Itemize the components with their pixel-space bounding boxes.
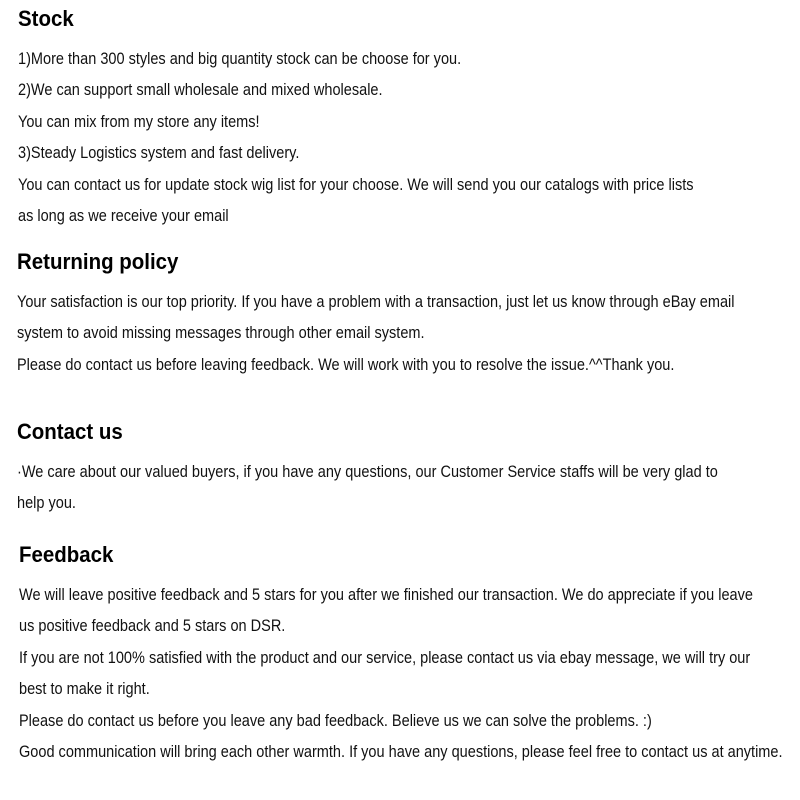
stock-line-6: as long as we receive your email (18, 207, 229, 225)
feedback-line-2: us positive feedback and 5 stars on DSR. (19, 617, 286, 635)
stock-heading: Stock (18, 6, 74, 31)
feedback-heading: Feedback (19, 542, 114, 567)
stock-line-3: You can mix from my store any items! (18, 113, 260, 131)
returning-policy-heading: Returning policy (17, 249, 179, 274)
returning-line-2: system to avoid missing messages through other email system. (17, 324, 425, 342)
contact-line-1: ·We care about our valued buyers, if you have any questions, our Customer Service staffs will be very glad to (17, 463, 718, 481)
stock-line-2: 2)We can support small wholesale and mixed wholesale. (18, 81, 383, 99)
feedback-line-6: Good communication will bring each other warmth. If you have any questions, please feel free to contact us at anytime. (19, 743, 783, 761)
stock-line-1: 1)More than 300 styles and big quantity stock can be choose for you. (18, 50, 462, 68)
feedback-line-5: Please do contact us before you leave any bad feedback. Believe us we can solve the problems. :) (19, 712, 652, 730)
feedback-line-3: If you are not 100% satisfied with the product and our service, please contact us via ebay message, we will try our (19, 649, 751, 667)
contact-line-2: help you. (17, 494, 76, 512)
feedback-line-1: We will leave positive feedback and 5 stars for you after we finished our transaction. We do appreciate if you leave (19, 586, 753, 604)
stock-line-5: You can contact us for update stock wig list for your choose. We will send you our catalogs with price lists (18, 176, 694, 194)
returning-line-1: Your satisfaction is our top priority. If you have a problem with a transaction, just let us know through eBay email (17, 293, 735, 311)
returning-line-3: Please do contact us before leaving feedback. We will work with you to resolve the issue.^^Thank you. (17, 356, 675, 374)
stock-line-4: 3)Steady Logistics system and fast delivery. (18, 144, 300, 162)
contact-heading: Contact us (17, 419, 123, 444)
feedback-line-4: best to make it right. (19, 680, 150, 698)
